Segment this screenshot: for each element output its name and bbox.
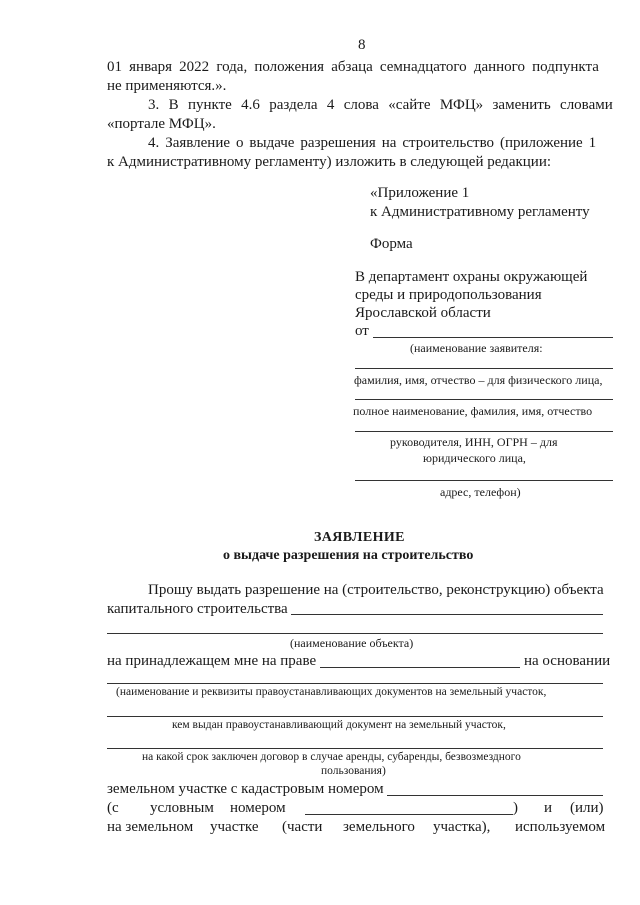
document-subtitle: о выдаче разрешения на строительство (223, 548, 474, 563)
form-line-4: земельном участке с кадастровым номером (107, 781, 384, 797)
body-line-2: не применяются.». (107, 78, 227, 94)
document-title: ЗАЯВЛЕНИЕ (314, 530, 405, 545)
form-line-6e: участка), (433, 819, 491, 835)
appendix-line-2: к Административному регламенту (370, 204, 590, 220)
appendix-line-1: «Приложение 1 (370, 185, 470, 201)
term-hint-1: на какой срок заключен договор в случае аренды, субаренды, безвозмездного (142, 751, 521, 763)
cadastral-fill-line (387, 795, 603, 796)
applicant-fill-line-5 (355, 480, 613, 481)
form-line-6d: земельного (343, 819, 415, 835)
applicant-hint-4: руководителя, ИНН, ОГРН – для (390, 435, 558, 449)
form-line-6f: используемом (515, 819, 606, 835)
docs-fill-line (107, 683, 603, 684)
object-fill-line-1 (291, 614, 603, 615)
addressee-line-2: среды и природопользования (355, 287, 542, 303)
applicant-fill-line-1 (373, 337, 613, 338)
form-line-5e: и (544, 800, 553, 816)
body-line-5: 4. Заявление о выдаче разрешения на строительство (приложение 1 (148, 135, 597, 151)
applicant-hint-2: фамилия, имя, отчество – для физического лица, (354, 373, 603, 387)
body-line-4: «портале МФЦ». (107, 116, 216, 132)
applicant-fill-line-4 (355, 431, 613, 432)
addressee-from: от (355, 323, 369, 339)
form-line-2: капитального строительства (107, 601, 288, 617)
object-fill-line-2 (107, 633, 603, 634)
right-fill-line (320, 667, 520, 668)
applicant-fill-line-3 (355, 399, 613, 400)
issued-hint: кем выдан правоустанавливающий документ на земельный участок, (172, 719, 506, 731)
applicant-fill-line-2 (355, 368, 613, 369)
conditional-number-fill-line (305, 814, 513, 815)
page-number: 8 (358, 37, 366, 53)
applicant-hint-3: полное наименование, фамилия, имя, отчество (353, 404, 593, 418)
applicant-hint-5: юридического лица, (423, 451, 526, 465)
form-line-5f: (или) (570, 800, 604, 816)
form-line-6a: на земельном (107, 819, 194, 835)
applicant-hint-1: (наименование заявителя: (410, 341, 543, 355)
form-line-3b: на основании (524, 653, 611, 669)
issued-fill-line (107, 716, 603, 717)
form-line-5c: номером (230, 800, 286, 816)
object-hint: (наименование объекта) (290, 636, 414, 650)
docs-hint: (наименование и реквизиты правоустанавливающих документов на земельный участок, (116, 686, 547, 698)
form-line-1: Прошу выдать разрешение на (строительство, реконструкцию) объекта (148, 582, 604, 598)
form-line-5a: (с (107, 800, 119, 816)
term-hint-2: пользования) (321, 765, 386, 777)
form-label: Форма (370, 236, 413, 252)
form-line-5d: ) (513, 800, 518, 816)
term-fill-line (107, 748, 603, 749)
addressee-line-1: В департамент охраны окружающей (355, 269, 588, 285)
form-line-6c: (части (282, 819, 323, 835)
form-line-3a: на принадлежащем мне на праве (107, 653, 317, 669)
body-line-6: к Административному регламенту) изложить в следующей редакции: (107, 154, 552, 170)
addressee-line-3: Ярославской области (355, 305, 491, 321)
body-line-1: 01 января 2022 года, положения абзаца семнадцатого данного подпункта (107, 59, 599, 75)
applicant-hint-6: адрес, телефон) (440, 485, 521, 499)
form-line-5b: условным (150, 800, 214, 816)
body-line-3: 3. В пункте 4.6 раздела 4 слова «сайте МФЦ» заменить словами (148, 97, 613, 113)
form-line-6b: участке (210, 819, 259, 835)
